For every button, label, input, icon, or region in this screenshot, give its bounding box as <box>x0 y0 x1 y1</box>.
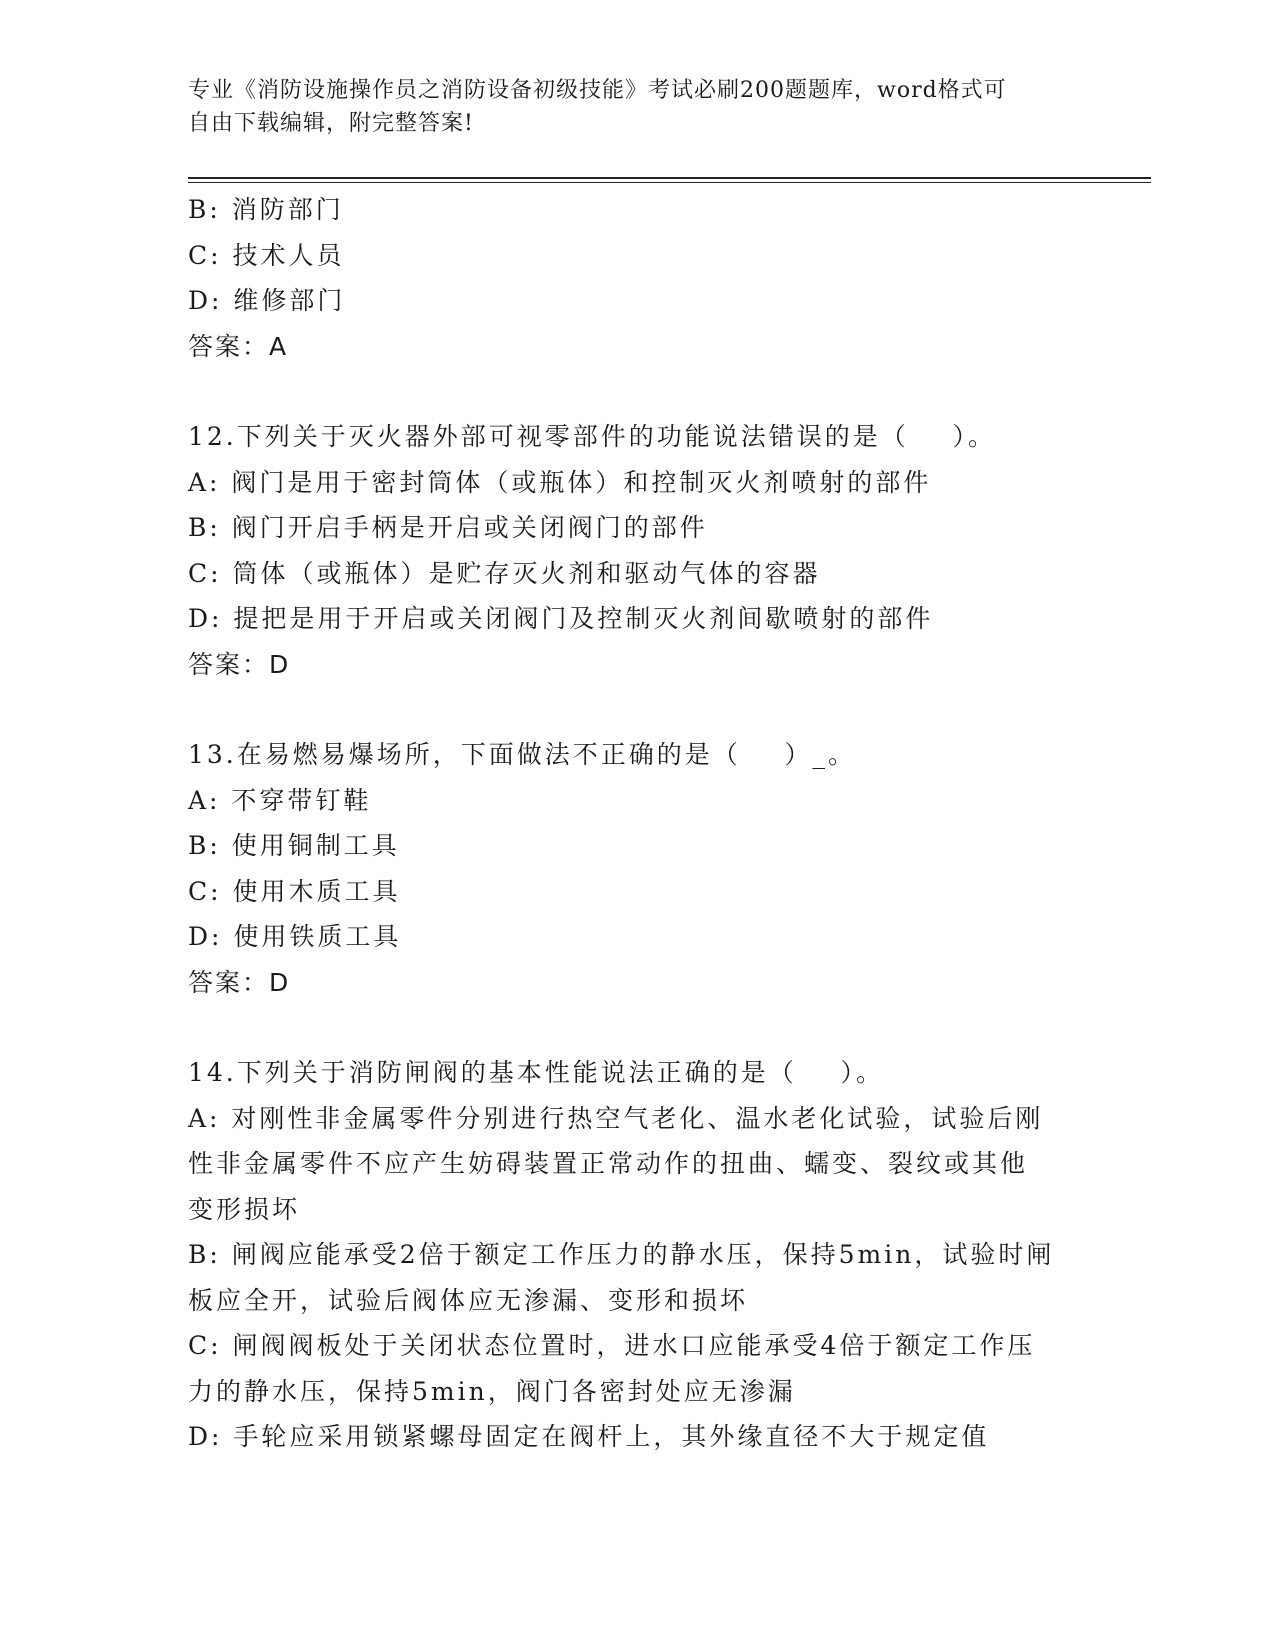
spacer <box>188 687 1093 732</box>
question-stem: 12.下列关于灭火器外部可视零部件的功能说法错误的是（ ）。 <box>188 422 997 451</box>
option-d <box>188 1414 1093 1460</box>
option-b-line: 板应全开，试验后阀体应无渗漏、变形和损坏 <box>188 1285 749 1315</box>
option-c: C: 使用木质工具 <box>188 876 401 906</box>
question-12 <box>188 414 1093 687</box>
option-a: A: 阀门是用于密封筒体（或瓶体）和控制灭火剂喷射的部件 <box>188 467 932 497</box>
question-content <box>188 187 1093 1460</box>
document-header <box>188 74 1088 140</box>
option-b: B: 使用铜制工具 <box>188 831 400 860</box>
question-13 <box>188 732 1093 1005</box>
option-c-line: 力的静水压，保持5min，阀门各密封处应无渗漏 <box>188 1376 796 1406</box>
question-11 <box>188 187 1093 369</box>
option-b-line: B: 闸阀应能承受2倍于额定工作压力的静水压，保持5min，试验时闸 <box>188 1240 1055 1269</box>
option-c-line: C: 闸阀阀板处于关闭状态位置时，进水口应能承受4倍于额定工作压 <box>188 1331 1036 1360</box>
option-b: B: 消防部门 <box>188 195 344 224</box>
option-b: B: 阀门开启手柄是开启或关闭阀门的部件 <box>188 513 708 542</box>
option-d: D: 提把是用于开启或关闭阀门及控制灭火剂间歇喷射的部件 <box>188 604 934 633</box>
option-a-line: 性非金属零件不应产生妨碍装置正常动作的扭曲、蠕变、裂纹或其他 <box>188 1149 1029 1178</box>
answer: 答案：D <box>188 967 291 997</box>
option-a: A: 不穿带钉鞋 <box>188 785 372 815</box>
option-d: D: 使用铁质工具 <box>188 922 402 951</box>
option-a-line: 变形损坏 <box>188 1194 301 1224</box>
question-14 <box>188 1050 1093 1460</box>
header-divider-thin <box>188 182 1151 183</box>
header-line-2: 自由下载编辑，附完整答案! <box>188 111 474 136</box>
option-c: C: 技术人员 <box>188 240 345 270</box>
option-c: C: 筒体（或瓶体）是贮存灭火剂和驱动气体的容器 <box>188 558 821 588</box>
question-stem: 14.下列关于消防闸阀的基本性能说法正确的是（ ）。 <box>188 1058 885 1087</box>
answer: 答案：A <box>188 331 289 361</box>
question-stem: 13.在易燃易爆场所，下面做法不正确的是（ ）_。 <box>188 740 857 769</box>
option-b <box>188 1232 1093 1323</box>
spacer <box>188 1005 1093 1050</box>
answer: 答案：D <box>188 649 291 679</box>
option-c <box>188 1323 1093 1414</box>
spacer <box>188 369 1093 414</box>
option-d-line: D: 手轮应采用锁紧螺母固定在阀杆上，其外缘直径不大于规定值 <box>188 1422 990 1451</box>
option-a-line: A: 对刚性非金属零件分别进行热空气老化、温水老化试验，试验后刚 <box>188 1103 1044 1133</box>
header-divider-thick <box>188 177 1151 179</box>
header-line-1: 专业《消防设施操作员之消防设备初级技能》考试必刷200题题库，word格式可 <box>188 78 1007 103</box>
option-d: D: 维修部门 <box>188 286 346 315</box>
option-a <box>188 1096 1093 1233</box>
